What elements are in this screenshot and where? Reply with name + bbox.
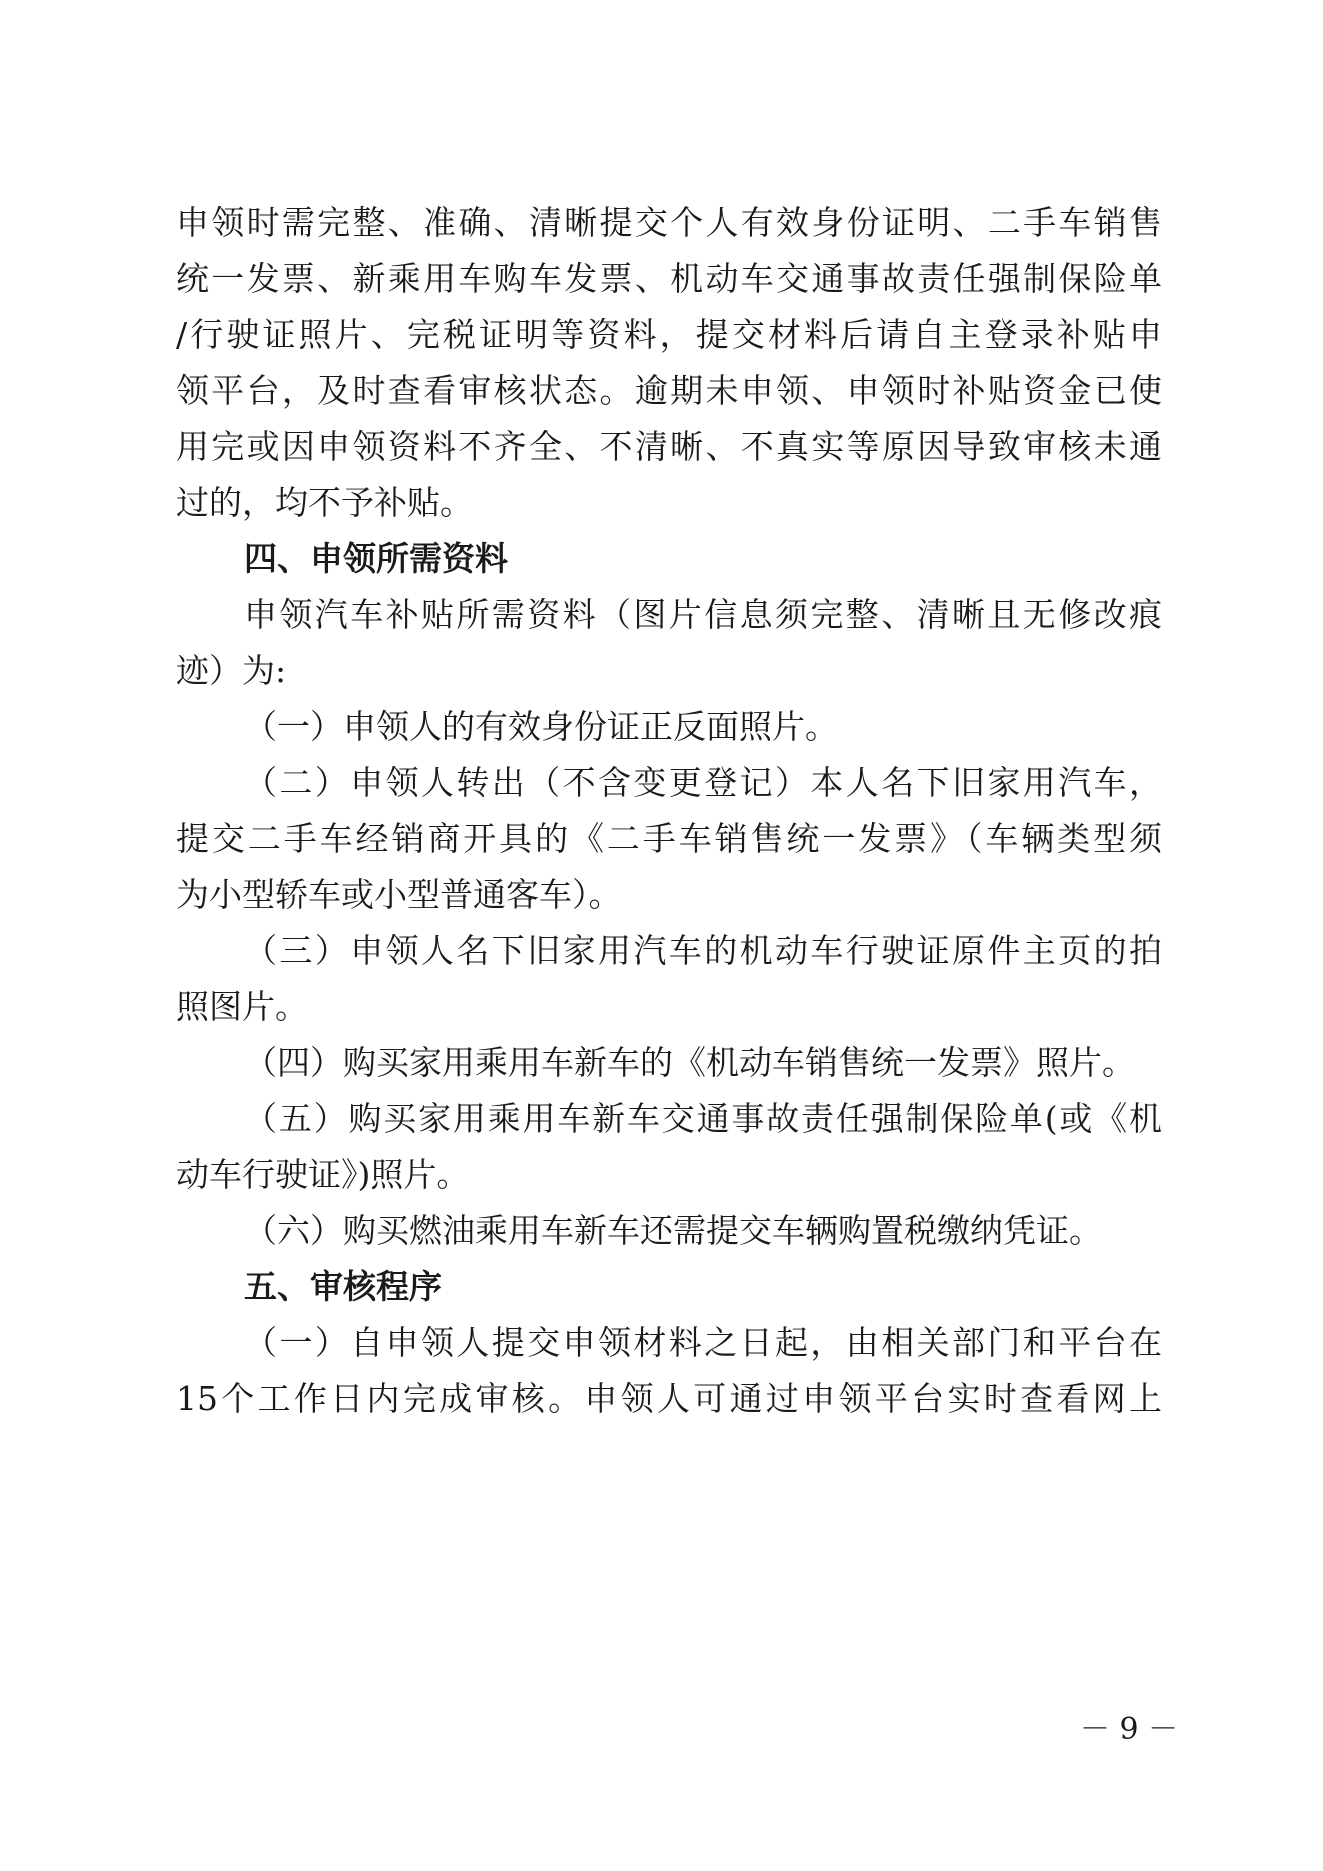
body-line: 照图片。 — [176, 987, 308, 1026]
body-line: 15个工作日内完成审核。申领人可通过申领平台实时查看网上 — [176, 1379, 1162, 1418]
body-line: 迹）为: — [176, 651, 287, 690]
body-line: 用完或因申领资料不齐全、不清晰、不真实等原因导致审核未通 — [176, 427, 1162, 466]
list-item: （三）申领人名下旧家用汽车的机动车行驶证原件主页的拍 — [244, 931, 1162, 970]
list-item: （六）购买燃油乘用车新车还需提交车辆购置税缴纳凭证。 — [244, 1211, 1102, 1250]
body-line: 申领汽车补贴所需资料（图片信息须完整、清晰且无修改痕 — [244, 595, 1162, 634]
list-item: （四）购买家用乘用车新车的《机动车销售统一发票》照片。 — [244, 1043, 1135, 1082]
list-item: （一）自申领人提交申领材料之日起，由相关部门和平台在 — [244, 1323, 1162, 1362]
list-item: （五）购买家用乘用车新车交通事故责任强制保险单(或《机 — [244, 1099, 1162, 1138]
body-line: 动车行驶证》)照片。 — [176, 1155, 470, 1194]
body-line: 为小型轿车或小型普通客车）。 — [176, 875, 622, 914]
section-heading: 四、申领所需资料 — [244, 539, 508, 578]
body-line: 申领时需完整、准确、清晰提交个人有效身份证明、二手车销售 — [176, 203, 1162, 242]
page-number: － 9 － — [1080, 1712, 1179, 1747]
section-heading: 五、审核程序 — [244, 1267, 442, 1306]
body-line: /行驶证照片、完税证明等资料，提交材料后请自主登录补贴申 — [176, 315, 1162, 354]
body-line: 领平台，及时查看审核状态。逾期未申领、申领时补贴资金已使 — [176, 371, 1162, 410]
list-item: （一）申领人的有效身份证正反面照片。 — [244, 707, 838, 746]
body-line: 统一发票、新乘用车购车发票、机动车交通事故责任强制保险单 — [176, 259, 1162, 298]
body-line: 过的，均不予补贴。 — [176, 483, 473, 522]
list-item: （二）申领人转出（不含变更登记）本人名下旧家用汽车， — [244, 763, 1162, 802]
body-line: 提交二手车经销商开具的《二手车销售统一发票》（车辆类型须 — [176, 819, 1162, 858]
